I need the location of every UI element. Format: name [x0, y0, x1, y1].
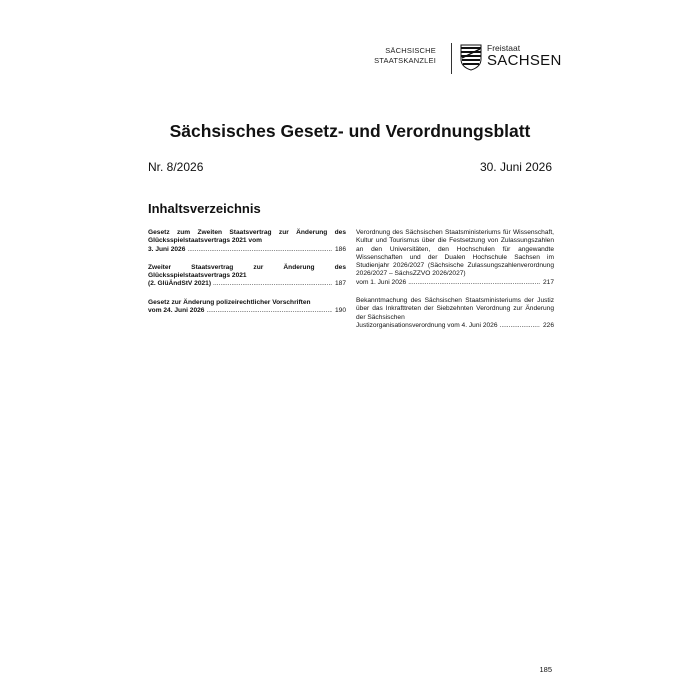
toc-left-column	[148, 229, 346, 325]
toc-page-ref: 186	[334, 245, 346, 253]
toc-entry-text: Verordnung des Sächsischen Staatsministeriums für Wissenschaft, Kultur und Tourismus über die Festsetzung von Zulassungszahlen an den Universitäten, den Hochschulen für angewandte Wissenschaften und der Dualen Hochschule Sachsen im Studienjahr 2026/2027 (Sächsische Zulassungszahlenverordnung 2026/2027 – SächsZZVO 2026/2027)	[356, 229, 554, 278]
toc-right-column	[356, 229, 554, 340]
issue-date: 30. Juni 2026	[479, 160, 552, 174]
page-number: 185	[539, 665, 552, 674]
toc-leader-dots	[206, 307, 332, 315]
kanzlei-line-1: SÄCHSISCHE	[385, 46, 436, 55]
issue-number: Nr. 8/2026	[148, 160, 204, 174]
toc-entry-last-line: vom 1. Juni 2026	[356, 278, 407, 286]
toc-entry-last-line: (2. GlüÄndStV 2021)	[148, 280, 212, 288]
toc-entry-last-line: vom 24. Juni 2026	[148, 307, 205, 315]
toc-page-ref: 190	[334, 307, 346, 315]
toc-page-ref: 226	[542, 321, 554, 329]
staatskanzlei-label	[374, 46, 436, 66]
saxony-crest-icon	[460, 44, 482, 71]
toc-entry-text: Bekanntmachung des Sächsischen Staatsministeriums der Justiz über das Inkrafttreten der Siebzehnten Verordnung zur Änderung der Sächsischen	[356, 297, 554, 321]
toc-entry[interactable]	[148, 264, 346, 289]
toc-entry-text: Gesetz zur Änderung polizeirechtlicher Vorschriften	[148, 298, 311, 306]
kanzlei-line-2: STAATSKANZLEI	[374, 56, 436, 65]
toc-entry-last-line: 3. Juni 2026	[148, 245, 186, 253]
toc-leader-dots	[187, 246, 332, 254]
freistaat-label: Freistaat	[487, 43, 521, 53]
toc-entry-last-line: Justizorganisationsverordnung vom 4. Juni 2026	[356, 321, 498, 329]
toc-entry[interactable]	[356, 229, 554, 287]
toc-leader-dots	[213, 280, 332, 288]
toc-entry[interactable]	[148, 229, 346, 254]
sachsen-label: SACHSEN	[487, 52, 562, 69]
toc-leader-dots	[408, 279, 540, 287]
toc-leader-dots	[499, 322, 540, 330]
toc-entry[interactable]	[356, 297, 554, 330]
toc-heading: Inhaltsverzeichnis	[148, 201, 261, 216]
header-logo	[374, 43, 562, 75]
toc-entry-text: Zweiter Staatsvertrag zur Änderung des Glücksspielstaatsvertrags 2021	[148, 263, 346, 280]
toc-entry-text: Gesetz zum Zweiten Staatsvertrag zur Änderung des Glücksspielstaatsvertrags 2021 vom	[148, 229, 346, 245]
toc-entry[interactable]	[148, 299, 346, 316]
logo-divider	[451, 43, 452, 74]
toc-page-ref: 217	[542, 278, 554, 286]
toc-page-ref: 187	[334, 280, 346, 288]
gazette-title: Sächsisches Gesetz- und Verordnungsblatt	[169, 121, 531, 141]
